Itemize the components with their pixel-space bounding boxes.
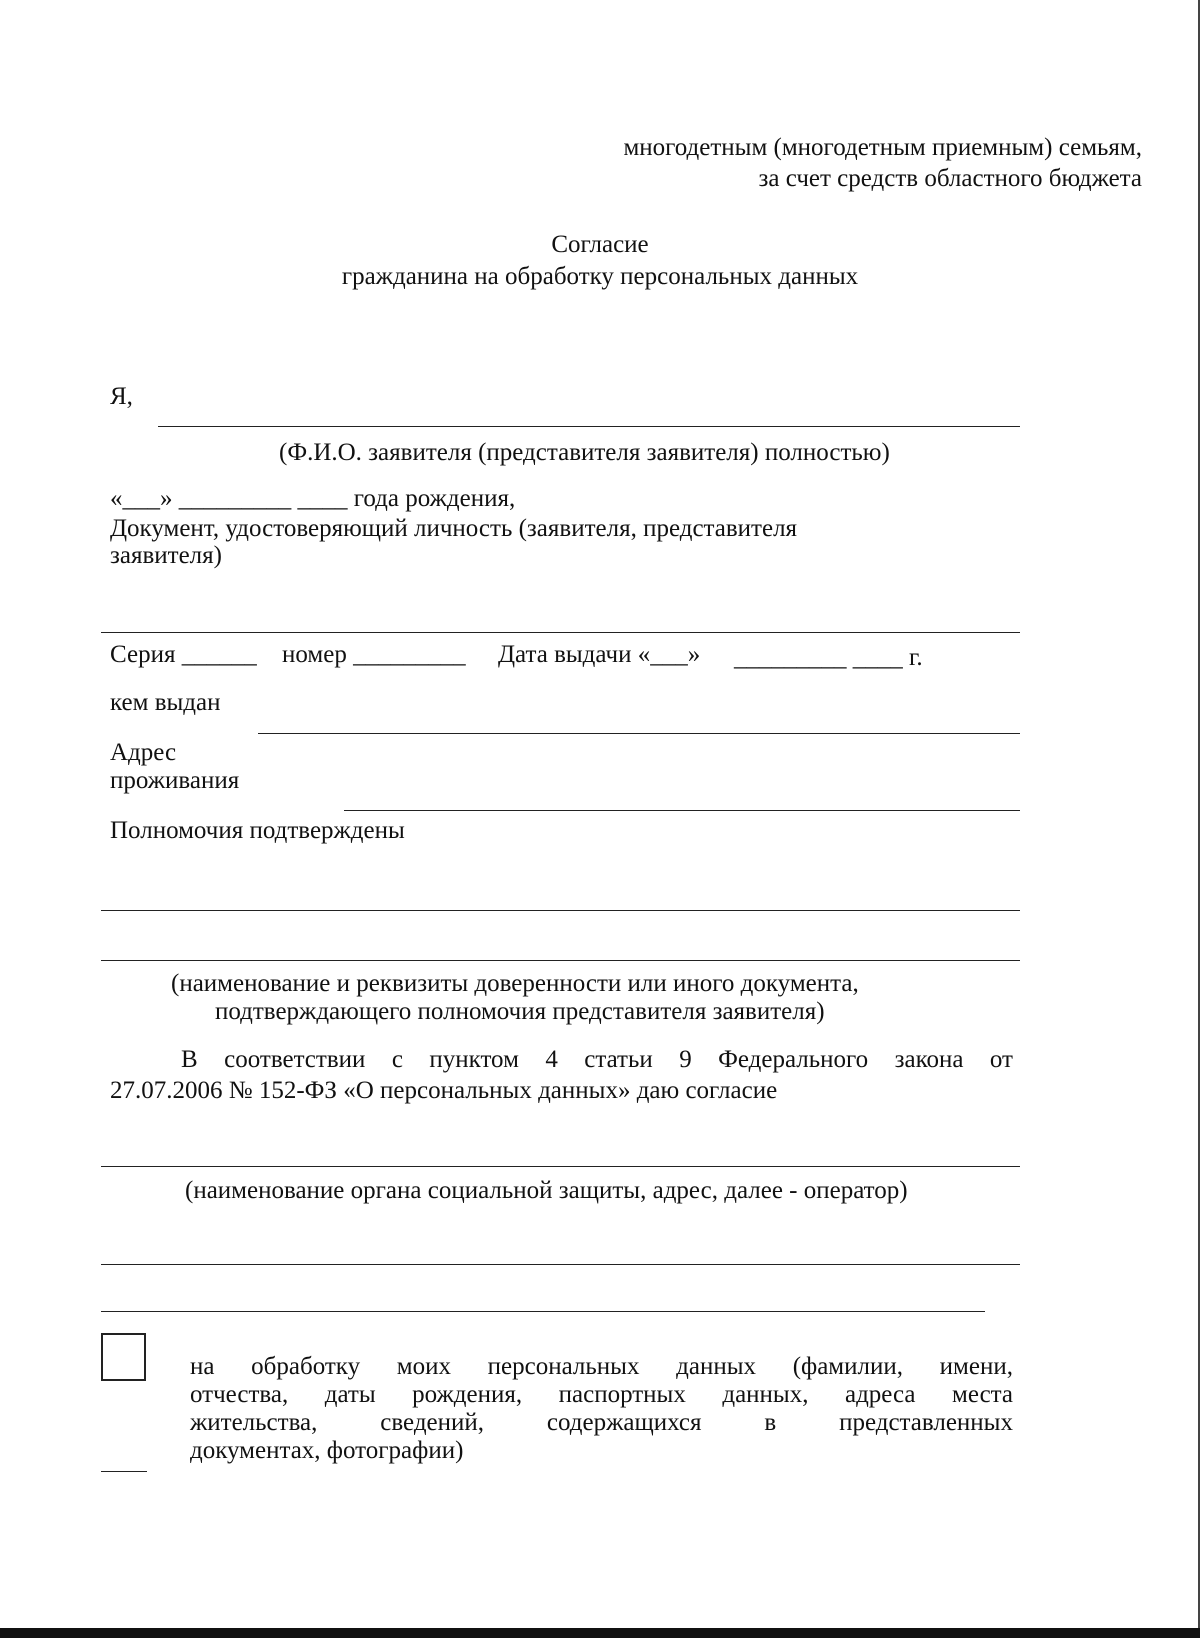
consent-word: обработку: [251, 1353, 361, 1380]
address-line[interactable]: [344, 810, 1020, 811]
authority-line-2[interactable]: [101, 960, 1020, 961]
number-field: номер _________: [282, 641, 466, 668]
law-word: В: [181, 1046, 198, 1073]
law-word: статьи: [584, 1046, 653, 1073]
law-paragraph-line-1: [181, 1047, 1013, 1072]
law-word: соответствии: [224, 1046, 366, 1073]
consent-line-3: [190, 1410, 1013, 1435]
operator-line-2[interactable]: [101, 1264, 1020, 1265]
address-label-cont: проживания: [110, 767, 240, 794]
signature-stub-line[interactable]: [101, 1471, 147, 1472]
consent-word: моих: [396, 1353, 451, 1380]
document-title: Согласие: [551, 231, 649, 258]
issue-date-label: Дата выдачи «___»: [498, 641, 701, 668]
law-word: пунктом: [429, 1046, 519, 1073]
consent-word: отчества,: [190, 1381, 289, 1408]
law-word: 9: [679, 1046, 692, 1073]
proxy-caption-2: подтверждающего полномочия представителя заявителя): [215, 998, 825, 1025]
operator-line[interactable]: [101, 1166, 1020, 1167]
consent-word: паспортных: [558, 1381, 686, 1408]
document-subtitle: гражданина на обработку персональных данных: [341, 263, 859, 290]
header-line-2: за счет средств областного бюджета: [758, 165, 1142, 192]
law-paragraph-line-2: 27.07.2006 № 152-ФЗ «О персональных данных» даю согласие: [110, 1077, 778, 1104]
fio-caption: (Ф.И.О. заявителя (представителя заявителя) полностью): [279, 439, 890, 466]
consent-word: персональных: [487, 1353, 640, 1380]
law-word: Федерального: [718, 1046, 869, 1073]
consent-line-2: [190, 1382, 1013, 1407]
fio-line[interactable]: [158, 426, 1020, 427]
consent-word: жительства,: [190, 1409, 318, 1436]
law-word: закона: [894, 1046, 964, 1073]
consent-word: адреса: [844, 1381, 916, 1408]
ya-label: Я,: [110, 383, 133, 410]
authority-label: Полномочия подтверждены: [110, 817, 405, 844]
id-document-label: Документ, удостоверяющий личность (заявителя, представителя: [110, 515, 798, 542]
consent-word: содержащихся: [546, 1409, 702, 1436]
consent-line-4: документах, фотографии): [190, 1437, 464, 1464]
birth-date-line: «___» _________ ____ года рождения,: [110, 485, 516, 512]
issue-date-blanks: _________ ____ г.: [734, 644, 923, 671]
consent-word: данных,: [722, 1381, 809, 1408]
consent-word: в: [764, 1409, 777, 1436]
scan-bottom-bar: [0, 1628, 1200, 1638]
consent-word: (фамилии,: [792, 1353, 903, 1380]
address-label: Адрес: [110, 739, 177, 766]
consent-word: даты: [324, 1381, 376, 1408]
consent-word: места: [952, 1381, 1013, 1408]
issued-by-label: кем выдан: [110, 689, 221, 716]
id-document-line[interactable]: [101, 632, 1020, 633]
series-field: Серия ______: [110, 641, 257, 668]
consent-word: представленных: [839, 1409, 1013, 1436]
consent-word: рождения,: [412, 1381, 523, 1408]
issued-by-line[interactable]: [258, 733, 1020, 734]
consent-word: данных: [676, 1353, 757, 1380]
operator-line-3[interactable]: [101, 1311, 985, 1312]
law-word: 4: [545, 1046, 558, 1073]
authority-line-1[interactable]: [101, 910, 1020, 911]
law-word: от: [989, 1046, 1013, 1073]
law-word: с: [391, 1046, 403, 1073]
consent-checkbox[interactable]: [101, 1333, 146, 1381]
consent-line-1: [190, 1354, 1013, 1379]
consent-word: на: [190, 1353, 215, 1380]
header-line-1: многодетным (многодетным приемным) семьям,: [623, 134, 1142, 161]
proxy-caption-1: (наименование и реквизиты доверенности или иного документа,: [171, 970, 859, 997]
consent-word: имени,: [939, 1353, 1013, 1380]
id-document-label-cont: заявителя): [110, 542, 222, 569]
operator-caption: (наименование органа социальной защиты, адрес, далее - оператор): [185, 1177, 908, 1204]
consent-word: сведений,: [380, 1409, 485, 1436]
